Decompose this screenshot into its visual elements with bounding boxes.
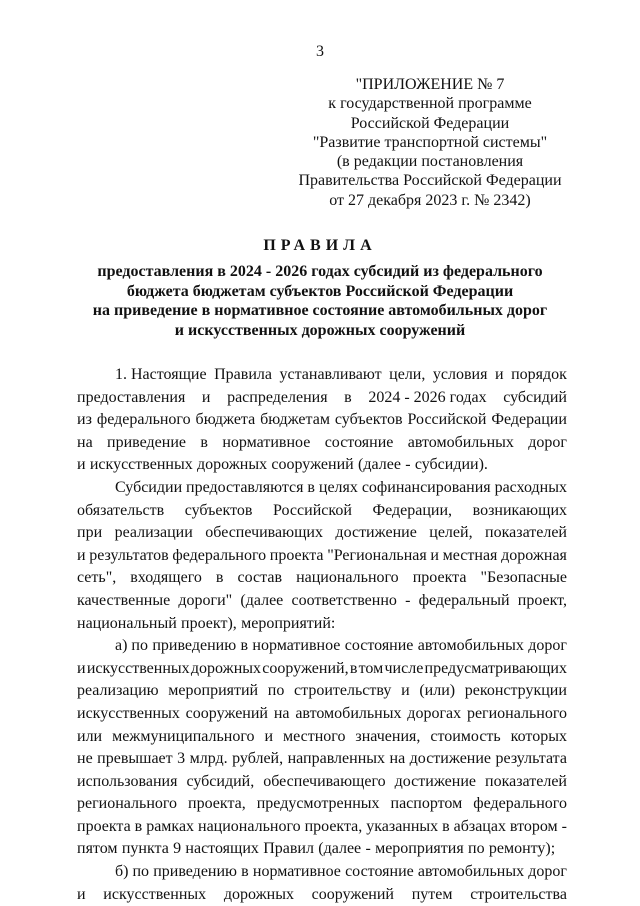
body-word: состав — [237, 569, 282, 587]
body-word: числе — [384, 659, 424, 677]
body-word: рублей, — [232, 750, 284, 768]
body-word: национального — [296, 569, 399, 587]
body-word: 3 — [177, 750, 186, 768]
body-line — [77, 409, 567, 432]
body-word: предусмотренных — [256, 795, 380, 813]
body-word: возникающих — [472, 501, 567, 519]
body-word: "Безопасные — [480, 569, 567, 587]
body-word: целей, — [429, 524, 473, 542]
body-word: дороги" — [178, 591, 233, 609]
body-word: дорожных — [223, 885, 294, 903]
body-word: (далее — [240, 591, 284, 609]
body-word: 1. Настоящие — [115, 366, 207, 383]
body-line — [77, 500, 567, 523]
body-word: местная — [442, 546, 498, 564]
body-word: сооружений — [185, 704, 268, 722]
body-word: регионального — [77, 795, 178, 813]
body-word: национального — [198, 817, 301, 835]
body-line — [77, 658, 567, 681]
body-word: дорожных — [190, 659, 262, 677]
body-word: сооружений, — [262, 659, 349, 677]
body-word: субсидий, — [186, 772, 255, 790]
body-word: условия — [432, 366, 488, 383]
body-word: - — [365, 840, 371, 858]
body-word: превышает — [97, 750, 173, 768]
body-word: путем — [411, 885, 453, 903]
body-word: нормативное — [252, 863, 341, 881]
body-word: дорог — [528, 863, 567, 881]
body-word: приведение — [107, 433, 186, 451]
body-word: абзацах — [453, 817, 506, 835]
body-line — [77, 771, 567, 794]
document-body — [77, 364, 567, 906]
body-word: в — [215, 569, 224, 587]
body-line — [77, 590, 567, 613]
body-word: расходных — [494, 478, 567, 496]
body-word: по — [267, 682, 285, 700]
body-word: и — [264, 727, 274, 745]
body-word: стоимость — [430, 727, 501, 745]
body-word: и — [430, 546, 439, 564]
body-word: межмуниципального — [112, 727, 255, 745]
appendix-line: (в редакции постановления — [336, 153, 524, 171]
body-word: проект), — [181, 614, 237, 632]
body-word: субсидий — [503, 388, 567, 406]
body-word: проекта, — [304, 817, 363, 835]
body-line — [77, 726, 567, 749]
body-line — [77, 432, 567, 455]
body-word: в — [349, 659, 358, 677]
body-word: Федерации — [491, 411, 567, 429]
appendix-line: от 27 декабря 2023 г. № 2342) — [329, 191, 531, 209]
body-word: цели, — [389, 366, 426, 383]
body-word: состояние — [344, 637, 414, 655]
body-word: бюджетам — [260, 411, 330, 429]
body-word: федеральный — [418, 591, 510, 609]
body-word: в — [240, 637, 249, 655]
body-word: "Региональная — [327, 546, 427, 564]
subtitle-line: предоставления в 2024 - 2026 годах субсидий из федерального — [97, 263, 543, 280]
body-word: направленных — [287, 750, 386, 768]
body-word: а) по — [115, 637, 148, 655]
body-word: в — [442, 817, 450, 835]
body-word: соответственно — [291, 591, 397, 609]
body-word: в — [241, 863, 249, 881]
body-word: качественные — [77, 591, 171, 609]
body-line — [77, 613, 567, 636]
body-word: в — [200, 433, 208, 451]
body-word: распределения — [227, 388, 328, 406]
body-word: строительству — [294, 682, 392, 700]
body-word: показателей — [485, 772, 567, 790]
body-word: местного — [283, 727, 346, 745]
body-word: автомобильных — [295, 704, 402, 722]
body-word: бюджета — [195, 411, 256, 429]
body-word: и — [495, 366, 504, 383]
document-subtitle — [60, 262, 580, 340]
body-word: млрд. — [189, 750, 228, 768]
body-word: достижение — [409, 750, 492, 768]
body-word: искусственных — [103, 885, 207, 903]
body-word: достижение — [394, 772, 477, 790]
body-word: - — [405, 456, 411, 474]
page-number: 3 — [316, 43, 324, 60]
body-word: Субсидии — [115, 478, 183, 496]
body-line — [77, 364, 567, 387]
body-word: на — [273, 704, 290, 722]
body-line — [77, 861, 567, 884]
subtitle-line: и искусственных дорожных сооружений — [174, 321, 466, 339]
body-word: дорожная — [501, 546, 567, 564]
body-word: использования — [77, 772, 178, 790]
body-word: ремонту); — [488, 840, 556, 858]
body-word: б) по — [115, 863, 150, 881]
body-word: Правил — [263, 840, 314, 858]
body-word: состояние — [324, 433, 394, 451]
body-word: втором — [509, 817, 558, 835]
body-word: реализации — [114, 524, 193, 542]
body-word: в — [307, 478, 315, 496]
body-word: Федерации, — [372, 501, 453, 519]
body-word: при — [77, 524, 103, 542]
body-word: предусматривающих — [424, 659, 567, 677]
body-word: дорогах — [407, 704, 462, 722]
body-word: федерального — [172, 546, 267, 564]
appendix-line: "Развитие транспортной системы" — [312, 133, 548, 151]
body-word: регионального — [466, 704, 567, 722]
body-line — [77, 387, 567, 410]
body-word: субъектов — [184, 501, 253, 519]
body-word: - — [561, 817, 567, 835]
body-word: 9 — [173, 840, 182, 858]
body-word: которых — [510, 727, 567, 745]
body-word: результатов — [89, 546, 169, 564]
body-line — [77, 454, 567, 477]
appendix-header — [290, 75, 570, 210]
body-word: паспортом — [390, 795, 463, 813]
body-word: Российской — [273, 501, 352, 519]
body-word: реконструкции — [464, 682, 567, 700]
body-word: автомобильных — [407, 433, 514, 451]
body-word: искусственных — [77, 704, 180, 722]
body-word: из — [77, 411, 92, 429]
body-word: реализацию — [77, 682, 159, 700]
body-word: обеспечивающего — [263, 772, 386, 790]
body-word: и — [77, 456, 86, 474]
body-word: и — [77, 659, 86, 677]
body-line — [77, 545, 567, 568]
body-line — [77, 703, 567, 726]
body-word: в — [344, 388, 352, 406]
body-word: проекта — [269, 546, 324, 564]
body-word: федерального — [96, 411, 191, 429]
body-word: пятом — [77, 840, 118, 858]
body-word: и — [77, 885, 86, 903]
body-word: обеспечивающих — [205, 524, 323, 542]
body-word: автомобильных — [417, 863, 525, 881]
body-word: устанавливают — [279, 366, 382, 383]
body-word: проекта — [77, 817, 131, 835]
body-word: указанных — [366, 817, 439, 835]
body-word: достижение — [335, 524, 417, 542]
body-word: федерального — [473, 795, 567, 813]
body-word: сооружений — [271, 456, 354, 474]
body-word: входящего — [130, 569, 202, 587]
body-word: субъектов — [334, 411, 403, 429]
appendix-line: "ПРИЛОЖЕНИЕ № 7 — [355, 76, 505, 93]
body-line — [77, 477, 567, 500]
body-word: проекта, — [188, 795, 246, 813]
body-word: (или) — [419, 682, 456, 700]
body-word: рамках — [146, 817, 195, 835]
body-word: или — [77, 727, 103, 745]
subtitle-line: на приведение в нормативное состояние автомобильных дорог — [92, 302, 548, 320]
body-word: и — [201, 388, 211, 406]
body-word: Российской — [407, 411, 487, 429]
body-word: и — [401, 682, 410, 700]
body-line — [77, 748, 567, 771]
body-word: проекта — [412, 569, 467, 587]
body-word: искусственных — [89, 456, 193, 474]
body-word: на — [77, 433, 93, 451]
body-word: в — [134, 817, 143, 835]
body-word: том — [358, 659, 384, 677]
body-line — [77, 680, 567, 703]
body-word: 2024 - 2026 годах — [368, 388, 487, 406]
appendix-line: Правительства Российской Федерации — [298, 172, 562, 190]
appendix-line: Российской Федерации — [350, 114, 510, 132]
body-word: приведению — [152, 637, 237, 655]
body-word: приведению — [153, 863, 237, 881]
body-word: искусственных — [86, 659, 190, 677]
body-word: дорожных — [197, 456, 268, 474]
body-word: не — [77, 750, 93, 768]
body-word: пункта — [121, 840, 169, 858]
body-word: нормативное — [222, 433, 311, 451]
body-word: сооружений — [311, 885, 394, 903]
body-word: обязательств — [77, 501, 165, 519]
body-word: дорог — [528, 637, 567, 655]
body-line — [77, 838, 567, 861]
body-line — [77, 816, 567, 839]
body-word: софинансирования — [361, 478, 491, 496]
body-line — [77, 635, 567, 658]
subtitle-line: бюджета бюджетам субъектов Российской Федерации — [126, 282, 514, 300]
body-word: предоставляются — [186, 478, 304, 496]
body-word: и — [77, 546, 86, 564]
body-word: значения, — [355, 727, 421, 745]
body-word: состояние — [345, 863, 414, 881]
body-word: дорог — [528, 433, 567, 451]
body-word: мероприятий — [168, 682, 259, 700]
body-word: национальный — [77, 614, 177, 632]
body-line — [77, 884, 567, 906]
body-word: (далее — [358, 456, 401, 474]
body-word: показателей — [485, 524, 567, 542]
body-word: автомобильных — [417, 637, 524, 655]
body-word: на — [389, 750, 406, 768]
body-word: предоставления — [77, 388, 186, 406]
body-word: строительства — [470, 885, 567, 903]
body-word: целях — [318, 478, 358, 496]
document-title: ПРАВИЛА — [263, 237, 377, 254]
body-word: субсидии). — [414, 456, 488, 474]
body-word: нормативное — [252, 637, 341, 655]
body-word: результата — [495, 750, 567, 768]
body-word: сеть", — [77, 569, 117, 587]
body-word: Правила — [214, 366, 272, 383]
body-word: (далее — [318, 840, 362, 858]
body-word: порядок — [511, 366, 567, 383]
body-word: по — [468, 840, 485, 858]
body-line — [77, 793, 567, 816]
appendix-line: к государственной программе — [328, 95, 532, 113]
body-word: мероприятия — [375, 840, 464, 858]
body-line — [77, 522, 567, 545]
body-word: проект, — [517, 591, 567, 609]
body-word: - — [405, 591, 411, 609]
body-word: мероприятий: — [241, 614, 336, 632]
body-line — [77, 567, 567, 590]
body-word: настоящих — [185, 840, 259, 858]
